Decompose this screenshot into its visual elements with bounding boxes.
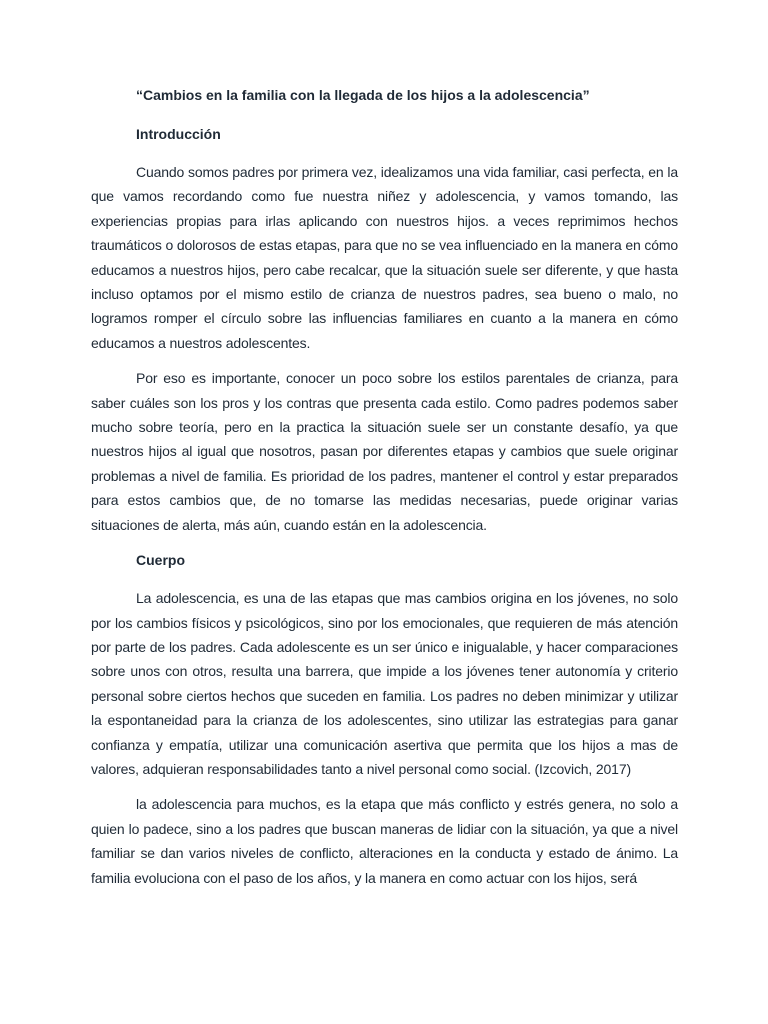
spacer [91,146,678,160]
spacer [91,572,678,586]
document-title: “Cambios en la familia con la llegada de los hijos a la adolescencia” [136,87,590,103]
spacer [91,537,678,548]
intro-paragraph-2: Por eso es importante, conocer un poco sobre los estilos parentales de crianza, para saber cuáles son los pros y los contras que presenta cada estilo. Como padres podemos saber mucho sobre teoría, pero en la practica la situación suele ser un constante desafío, ya que nuestros hijos al igual que nosotros, pasan por diferentes etapas y cambios que suele originar problemas a nivel de familia. Es prioridad de los padres, mantener el control y estar preparados para estos cambios que, de no tomarse las medidas necesarias, puede originar varias situaciones de alerta, más aún, cuando están en la adolescencia. [91,370,678,533]
body-paragraph-1: La adolescencia, es una de las etapas que mas cambios origina en los jóvenes, no solo por los cambios físicos y psicológicos, sino por los emocionales, que requieren de más atención por parte de los padres. Cada adolescente es un ser único e inigualable, y hacer comparaciones sobre unos con otros, resulta una barrera, que impide a los jóvenes tener autonomía y criterio personal sobre ciertos hechos que suceden en familia. Los padres no deben minimizar y utilizar la espontaneidad para la crianza de los adolescentes, sino utilizar las estrategias para ganar confianza y empatía, utilizar una comunicación asertiva que permita que los hijos a mas de valores, adquieran responsabilidades tanto a nivel personal como social. (Izcovich, 2017) [91,590,678,777]
document-page [91,83,678,890]
intro-heading: Introducción [136,126,221,142]
intro-paragraph-1: Cuando somos padres por primera vez, idealizamos una vida familiar, casi perfecta, en la que vamos recordando como fue nuestra niñez y adolescencia, y vamos tomando, las experiencias propias para irlas aplicando con nuestros hijos. a veces reprimimos hechos traumáticos o dolorosos de estas etapas, para que no se vea influenciado en la manera en cómo educamos a nuestros hijos, pero cabe recalcar, que la situación suele ser diferente, y que hasta incluso optamos por el mismo estilo de crianza de nuestros padres, sea bueno o malo, no logramos romper el círculo sobre las influencias familiares en cuanto a la manera en cómo educamos a nuestros adolescentes. [91,164,678,351]
body-heading: Cuerpo [136,552,185,569]
spacer [91,781,678,792]
body-paragraph-2: la adolescencia para muchos, es la etapa que más conflicto y estrés genera, no solo a quien lo padece, sino a los padres que buscan maneras de lidiar con la situación, ya que a nivel familiar se dan varios niveles de conflicto, alteraciones en la conducta y estado de ánimo. La familia evoluciona con el paso de los años, y la manera en como actuar con los hijos, será [91,796,678,886]
spacer [91,355,678,366]
spacer [91,107,678,122]
